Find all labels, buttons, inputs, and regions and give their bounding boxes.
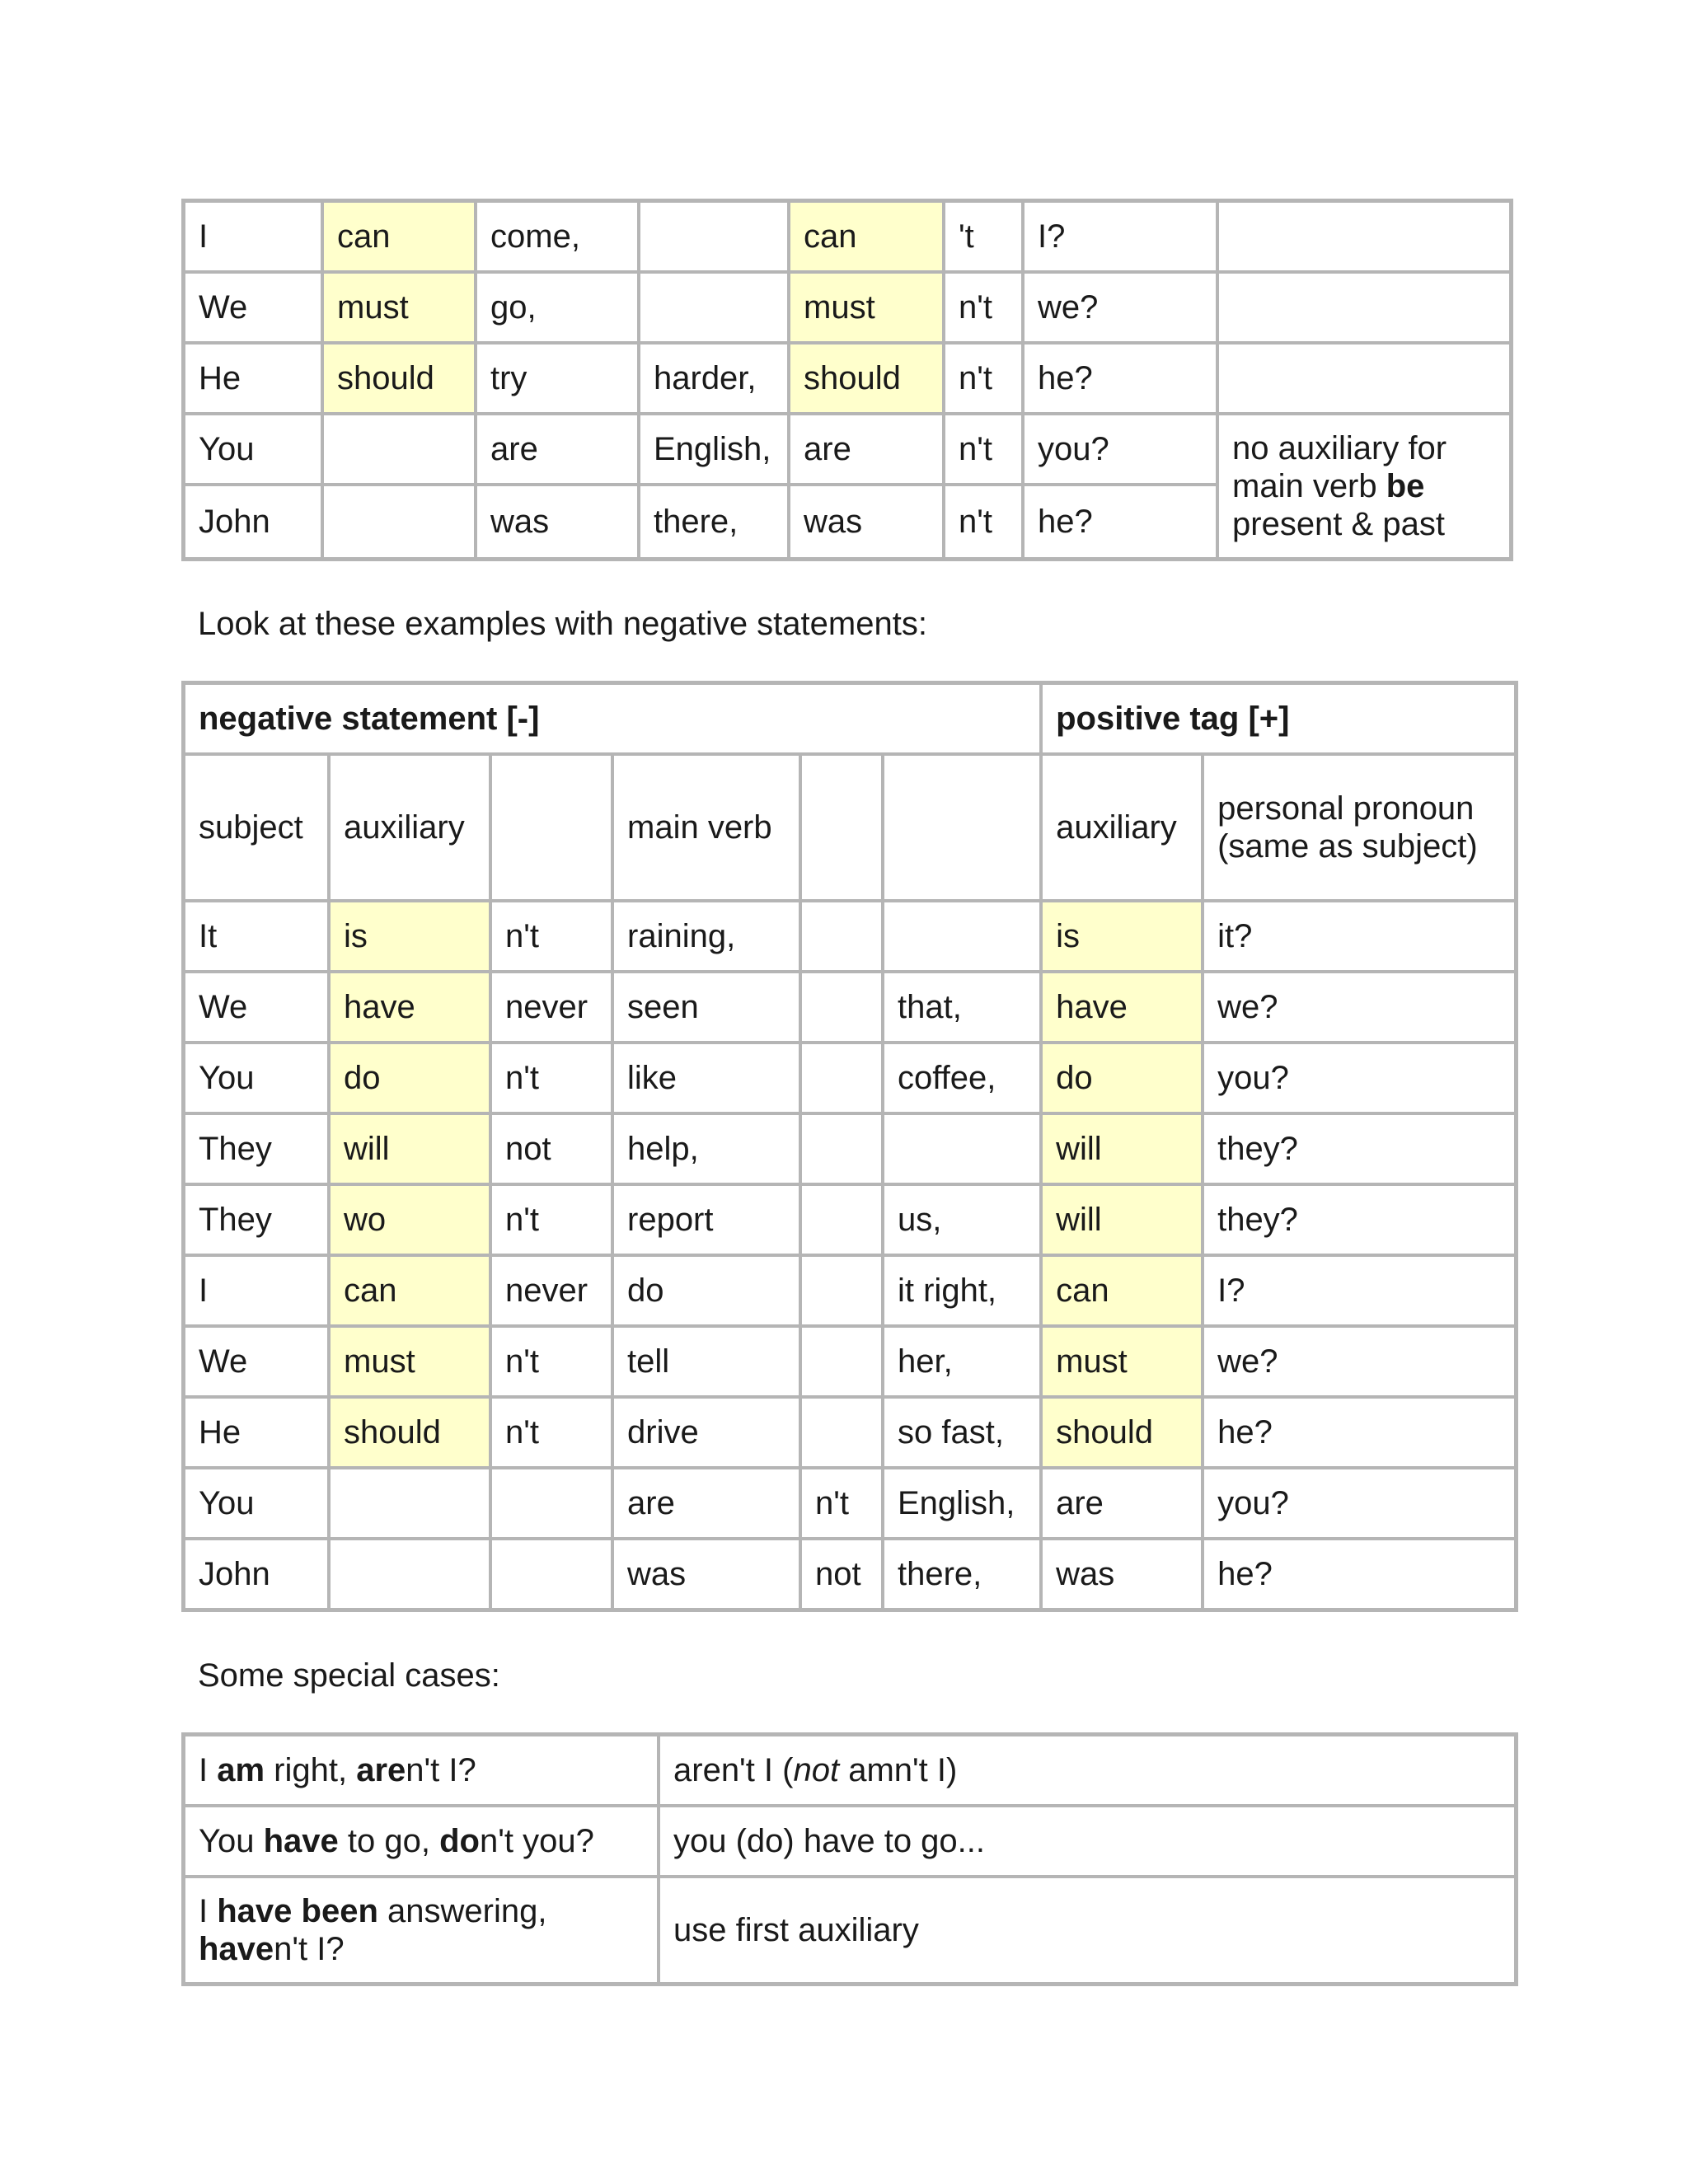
example-text: I: [199, 1893, 218, 1929]
complement-cell: so fast,: [883, 1397, 1041, 1468]
negation-cell: never: [490, 972, 612, 1043]
main-verb-cell: are: [476, 414, 639, 485]
tag-pronoun-cell: I?: [1203, 1255, 1516, 1326]
tag-negation-cell: n't: [944, 485, 1023, 559]
table-row: [184, 901, 1516, 972]
complement-header: [883, 754, 1041, 901]
negation-cell-2: [800, 901, 883, 972]
auxiliary-cell: can: [329, 1255, 490, 1326]
subject-cell: He: [184, 343, 322, 414]
main-verb-cell: try: [476, 343, 639, 414]
positive-tag-header: positive tag [+]: [1041, 683, 1516, 754]
main-verb-cell: are: [612, 1468, 800, 1539]
table-row: [184, 414, 1511, 485]
tag-pronoun-cell: we?: [1203, 972, 1516, 1043]
main-verb-header: main verb: [612, 754, 800, 901]
auxiliary-cell: should: [329, 1397, 490, 1468]
complement-cell: English,: [639, 414, 789, 485]
note-cell: [1217, 343, 1511, 414]
complement-cell: English,: [883, 1468, 1041, 1539]
special-cases-table: [181, 1732, 1518, 1986]
subheader-row: [184, 754, 1516, 901]
subject-cell: He: [184, 1397, 329, 1468]
example-text: n't you?: [479, 1823, 594, 1859]
main-verb-cell: do: [612, 1255, 800, 1326]
table-row: [184, 1877, 1516, 1984]
tag-auxiliary-cell: must: [789, 272, 944, 343]
example-bold-text: have been: [217, 1893, 378, 1929]
example-text: right,: [265, 1752, 357, 1788]
tag-pronoun-cell: you?: [1023, 414, 1217, 485]
complement-cell: there,: [639, 485, 789, 559]
auxiliary-cell: must: [322, 272, 476, 343]
main-verb-cell: come,: [476, 201, 639, 272]
auxiliary-cell: have: [329, 972, 490, 1043]
table-row: [184, 1326, 1516, 1397]
negation-cell: not: [490, 1113, 612, 1184]
table-row: [184, 1113, 1516, 1184]
note-cell: [1217, 201, 1511, 272]
subject-cell: They: [184, 1113, 329, 1184]
subject-cell: You: [184, 1468, 329, 1539]
tag-auxiliary-cell: do: [1041, 1043, 1203, 1113]
tag-auxiliary-cell: will: [1041, 1113, 1203, 1184]
main-verb-cell: help,: [612, 1113, 800, 1184]
table-row: [184, 272, 1511, 343]
auxiliary-cell: wo: [329, 1184, 490, 1255]
auxiliary-cell: [329, 1539, 490, 1610]
subject-header: subject: [184, 754, 329, 901]
tag-negation-cell: n't: [944, 414, 1023, 485]
main-verb-cell: was: [612, 1539, 800, 1610]
auxiliary-cell: must: [329, 1326, 490, 1397]
tag-auxiliary-cell: will: [1041, 1184, 1203, 1255]
complement-cell: her,: [883, 1326, 1041, 1397]
negation-cell: n't: [490, 1326, 612, 1397]
explanation-text: use first auxiliary: [673, 1912, 919, 1948]
tag-auxiliary-cell: can: [789, 201, 944, 272]
negation-cell: n't: [490, 1184, 612, 1255]
complement-cell: it right,: [883, 1255, 1041, 1326]
negation-cell-2: [800, 1113, 883, 1184]
negation-cell-2: [800, 1255, 883, 1326]
tag-pronoun-cell: they?: [1203, 1113, 1516, 1184]
tag-pronoun-cell: he?: [1203, 1539, 1516, 1610]
example-text: n't I?: [406, 1752, 476, 1788]
negation-cell: [490, 1539, 612, 1610]
complement-cell: that,: [883, 972, 1041, 1043]
main-verb-cell: tell: [612, 1326, 800, 1397]
table-row: [184, 1735, 1516, 1806]
subject-cell: John: [184, 485, 322, 559]
tag-pronoun-cell: you?: [1203, 1043, 1516, 1113]
subject-cell: We: [184, 1326, 329, 1397]
tag-auxiliary-cell: was: [789, 485, 944, 559]
auxiliary-cell: is: [329, 901, 490, 972]
main-verb-cell: drive: [612, 1397, 800, 1468]
example-text: n't I?: [274, 1931, 345, 1967]
tag-pronoun-cell: he?: [1023, 485, 1217, 559]
explanation-text: aren't I (: [673, 1752, 794, 1788]
tag-negation-cell: n't: [944, 272, 1023, 343]
subject-cell: I: [184, 201, 322, 272]
negation-cell: n't: [490, 1397, 612, 1468]
subject-cell: They: [184, 1184, 329, 1255]
tag-negation-cell: 't: [944, 201, 1023, 272]
auxiliary-cell: will: [329, 1113, 490, 1184]
be-note-text-end: present & past: [1232, 506, 1445, 542]
explanation-cell: [659, 1877, 1516, 1984]
tag-auxiliary-header: auxiliary: [1041, 754, 1203, 901]
negative-intro-text: Look at these examples with negative statements:: [198, 606, 927, 642]
main-verb-cell: was: [476, 485, 639, 559]
note-cell: [1217, 272, 1511, 343]
complement-cell: [639, 201, 789, 272]
explanation-text: you (do) have to go...: [673, 1823, 986, 1859]
negation-cell-2: n't: [800, 1468, 883, 1539]
example-cell: [184, 1806, 659, 1877]
negation-header-2: [800, 754, 883, 901]
main-verb-cell: report: [612, 1184, 800, 1255]
example-bold-text: have: [199, 1931, 274, 1967]
negation-cell-2: not: [800, 1539, 883, 1610]
tag-auxiliary-cell: is: [1041, 901, 1203, 972]
example-text: You: [199, 1823, 264, 1859]
subject-cell: John: [184, 1539, 329, 1610]
complement-cell: [883, 901, 1041, 972]
negation-cell-2: [800, 1043, 883, 1113]
example-cell: [184, 1877, 659, 1984]
table-row: [184, 1255, 1516, 1326]
tag-pronoun-cell: you?: [1203, 1468, 1516, 1539]
tag-auxiliary-cell: are: [789, 414, 944, 485]
table-row: [184, 201, 1511, 272]
subject-cell: You: [184, 414, 322, 485]
main-verb-cell: like: [612, 1043, 800, 1113]
example-bold-text: am: [217, 1752, 265, 1788]
negation-cell: never: [490, 1255, 612, 1326]
main-verb-cell: go,: [476, 272, 639, 343]
tag-auxiliary-cell: should: [789, 343, 944, 414]
be-note-text: no auxiliary for main verb: [1232, 430, 1447, 504]
subject-cell: You: [184, 1043, 329, 1113]
table-row: [184, 1539, 1516, 1610]
negation-cell: [490, 1468, 612, 1539]
table-row: [184, 1397, 1516, 1468]
tag-auxiliary-cell: have: [1041, 972, 1203, 1043]
tag-pronoun-cell: they?: [1203, 1184, 1516, 1255]
example-text: answering,: [377, 1893, 547, 1929]
example-bold-text: are: [356, 1752, 406, 1788]
tag-auxiliary-cell: can: [1041, 1255, 1203, 1326]
tag-negation-cell: n't: [944, 343, 1023, 414]
complement-cell: us,: [883, 1184, 1041, 1255]
complement-cell: [883, 1113, 1041, 1184]
personal-pronoun-header: personal pronoun (same as subject): [1203, 754, 1516, 901]
tag-auxiliary-cell: was: [1041, 1539, 1203, 1610]
negative-statements-table: [181, 681, 1518, 1612]
example-text: I: [199, 1752, 218, 1788]
negation-cell-2: [800, 1326, 883, 1397]
tag-pronoun-cell: I?: [1023, 201, 1217, 272]
example-text: to go,: [338, 1823, 440, 1859]
tag-pronoun-cell: we?: [1023, 272, 1217, 343]
negation-cell: n't: [490, 901, 612, 972]
be-note-bold: be: [1386, 468, 1425, 504]
table-row: [184, 1468, 1516, 1539]
explanation-italic-text: not: [793, 1752, 840, 1788]
main-verb-cell: seen: [612, 972, 800, 1043]
complement-cell: [639, 272, 789, 343]
special-cases-intro-text: Some special cases:: [198, 1657, 500, 1694]
auxiliary-cell: should: [322, 343, 476, 414]
be-note-cell: [1217, 414, 1511, 559]
subject-cell: We: [184, 272, 322, 343]
table-row: [184, 972, 1516, 1043]
negation-cell: n't: [490, 1043, 612, 1113]
negation-cell-2: [800, 1184, 883, 1255]
table-row: [184, 1806, 1516, 1877]
tag-pronoun-cell: it?: [1203, 901, 1516, 972]
tag-auxiliary-cell: must: [1041, 1326, 1203, 1397]
negation-header: [490, 754, 612, 901]
explanation-cell: [659, 1735, 1516, 1806]
tag-pronoun-cell: he?: [1203, 1397, 1516, 1468]
negation-cell-2: [800, 972, 883, 1043]
explanation-cell: [659, 1806, 1516, 1877]
subject-cell: It: [184, 901, 329, 972]
auxiliary-cell: [322, 414, 476, 485]
auxiliary-cell: can: [322, 201, 476, 272]
table-row: [184, 1184, 1516, 1255]
header-row: [184, 683, 1516, 754]
subject-cell: We: [184, 972, 329, 1043]
complement-cell: there,: [883, 1539, 1041, 1610]
auxiliary-cell: [329, 1468, 490, 1539]
auxiliary-cell: [322, 485, 476, 559]
subject-cell: I: [184, 1255, 329, 1326]
tag-auxiliary-cell: are: [1041, 1468, 1203, 1539]
main-verb-cell: raining,: [612, 901, 800, 972]
explanation-text: amn't I): [839, 1752, 958, 1788]
negative-statement-header: negative statement [-]: [184, 683, 1041, 754]
example-cell: [184, 1735, 659, 1806]
example-bold-text: do: [439, 1823, 480, 1859]
negation-cell-2: [800, 1397, 883, 1468]
auxiliary-cell: do: [329, 1043, 490, 1113]
example-bold-text: have: [263, 1823, 339, 1859]
complement-cell: harder,: [639, 343, 789, 414]
positive-statements-table: [181, 199, 1513, 561]
tag-pronoun-cell: he?: [1023, 343, 1217, 414]
table-row: [184, 343, 1511, 414]
tag-auxiliary-cell: should: [1041, 1397, 1203, 1468]
auxiliary-header: auxiliary: [329, 754, 490, 901]
table-row: [184, 1043, 1516, 1113]
tag-pronoun-cell: we?: [1203, 1326, 1516, 1397]
complement-cell: coffee,: [883, 1043, 1041, 1113]
